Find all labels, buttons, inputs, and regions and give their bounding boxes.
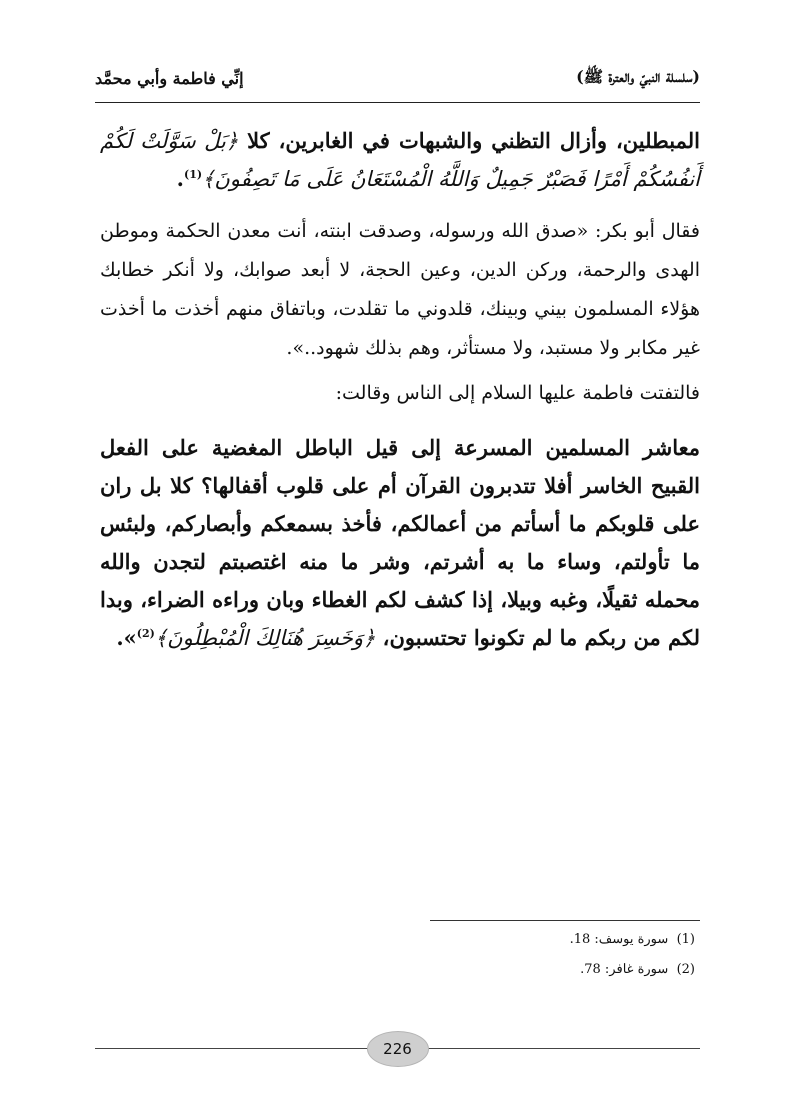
footer-line-right: [410, 1048, 700, 1049]
footnotes: [570, 925, 695, 985]
series-title: (سلسلة النبيّ والعترة ﷺ): [576, 66, 700, 86]
footnote-2: (2) سورة غافر: 78.: [580, 962, 695, 977]
footnote-divider: [430, 920, 700, 921]
footnote-1: (1) سورة يوسف: 18.: [569, 932, 695, 947]
paragraph-2: فقال أبو بكر: «صدق الله ورسوله، وصدقت ابنته، أنت معدن الحكمة وموطن الهدى والرحمة، وركن الدين، وعين الحجة، لا أبعد صوابك، ولا أنكر خطابك هؤلاء المسلمون بيني وبينك، قلدوني ما تقلدت، وباتفاق منهم أخذت ما أخذت غير مكابر ولا مستبد، ولا مستأثر، وهم بذلك شهود..».: [100, 220, 700, 359]
paragraph-1: المبطلين، وأزال التظني والشبهات في الغابرين، كلا ﴿بَلْ سَوَّلَتْ لَكُمْ أَنفُسُكُمْ أَمْرًا فَصَبْرٌ جَمِيلٌ وَاللَّهُ الْمُسْتَعَانُ عَلَى مَا تَصِفُونَ﴾$^{(1)}$.: [100, 128, 700, 191]
quran-verse-1: ﴿بَلْ سَوَّلَتْ لَكُمْ أَنفُسُكُمْ أَمْرًا فَصَبْرٌ جَمِيلٌ وَاللَّهُ الْمُسْتَعَانُ عَلَى مَا تَصِفُونَ﴾: [100, 129, 700, 191]
footer-line-left: [95, 1048, 385, 1049]
page-footer: [95, 1031, 700, 1065]
paragraph-4: معاشر المسلمين المسرعة إلى قيل الباطل المغضية على الفعل القبيح الخاسر أفلا تتدبرون القرآن أم على قلوب أقفالها؟ كلا بل ران على قلوبكم ما أسأتم من أعمالكم، فأخذ بسمعكم وأبصاركم، ولبئس ما تأولتم، وساء ما به أشرتم، وشر ما منه اغتصبتم لتجدن والله محمله ثقيلًا، وغبه وبيلا، إذا كشف لكم الغطاء وبان وراءه الضراء، وبدا لكم من ربكم ما لم تكونوا تحتسبون، ﴿وَخَسِرَ هُنَالِكَ الْمُبْطِلُونَ﴾$^{(2)}$».: [100, 435, 700, 650]
footnote-ref-2[interactable]: (2): [136, 627, 155, 640]
quran-verse-2: ﴿وَخَسِرَ هُنَالِكَ الْمُبْطِلُونَ﴾: [154, 626, 376, 650]
page-number: 226: [367, 1031, 429, 1067]
book-title: إنِّي فاطمة وأبي محمَّد: [95, 68, 244, 88]
running-header: [95, 60, 700, 96]
main-text: [100, 122, 700, 657]
paragraph-3: فالتفتت فاطمة عليها السلام إلى الناس وقالت:: [335, 382, 700, 404]
footnote-ref-1[interactable]: (1): [183, 168, 203, 181]
header-divider: [95, 102, 700, 103]
